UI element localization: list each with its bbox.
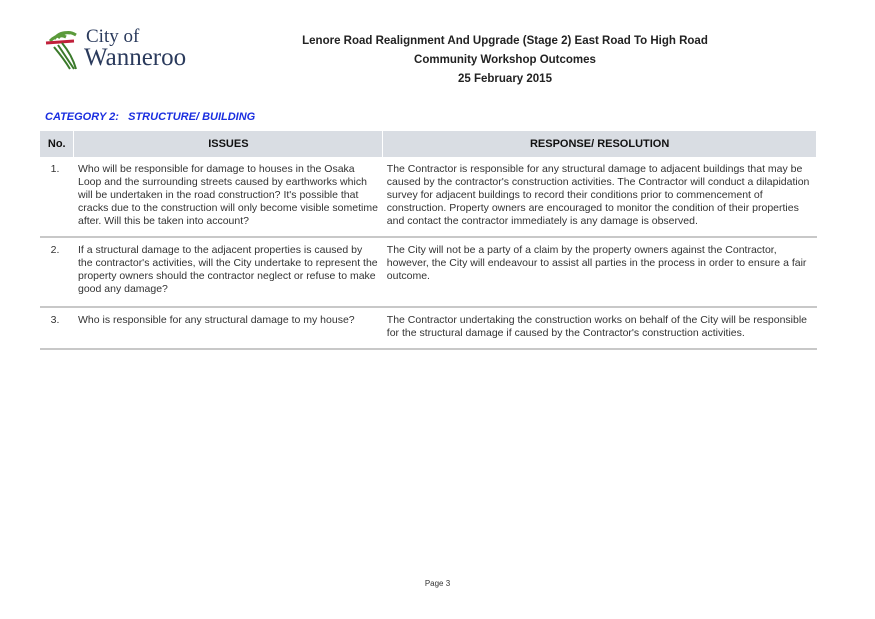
category-heading: CATEGORY 2: STRUCTURE/ BUILDING xyxy=(45,111,256,123)
document-subtitle: Community Workshop Outcomes xyxy=(414,54,596,66)
column-header-no: No. xyxy=(40,131,74,157)
document-title: Lenore Road Realignment And Upgrade (Stage 2) East Road To High Road xyxy=(302,35,708,47)
table-row xyxy=(40,157,817,237)
logo-line-1: City of xyxy=(86,26,140,47)
issue-cell: Who is responsible for any structural damage to my house? xyxy=(74,307,383,349)
document-date: 25 February 2015 xyxy=(458,73,552,85)
row-number: 1. xyxy=(40,157,74,237)
issue-cell: If a structural damage to the adjacent properties is caused by the contractor's activities, will the City undertake to represent the property owners should the contractor neglect or refuse to make good any damage? xyxy=(74,237,383,307)
column-header-issues: ISSUES xyxy=(74,131,383,157)
outcomes-table xyxy=(40,131,817,350)
kangaroo-paw-icon xyxy=(44,29,84,71)
table-row xyxy=(40,307,817,349)
city-of-wanneroo-logo xyxy=(44,27,194,72)
row-number: 3. xyxy=(40,307,74,349)
response-cell: The City will not be a party of a claim by the property owners against the Contractor, however, the City will endeavour to assist all parties in the process in order to ensure a fair outcome. xyxy=(383,237,817,307)
issue-cell: Who will be responsible for damage to houses in the Osaka Loop and the surrounding streets caused by earthworks which will be undertaken in the road construction? It's possible that cracks due to the construction will only become visible sometime after. Will this be taken into account? xyxy=(74,157,383,237)
page-number: Page 3 xyxy=(424,579,451,588)
response-cell: The Contractor undertaking the construction works on behalf of the City will be responsible for the structural damage if caused by the Contractor's construction activities. xyxy=(383,307,817,349)
table-row xyxy=(40,237,817,307)
logo-line-2: Wanneroo xyxy=(84,44,187,71)
row-number: 2. xyxy=(40,237,74,307)
response-cell: The Contractor is responsible for any structural damage to adjacent buildings that may be caused by the contractor's construction activities. The Contractor will conduct a dilapidation survey for adjacent buildings to record their conditions prior to commencement of construction. Property owners are encouraged to monitor the condition of their properties and contact the contractor immediately is any damage is observed. xyxy=(383,157,817,237)
column-header-response: RESPONSE/ RESOLUTION xyxy=(383,131,817,157)
